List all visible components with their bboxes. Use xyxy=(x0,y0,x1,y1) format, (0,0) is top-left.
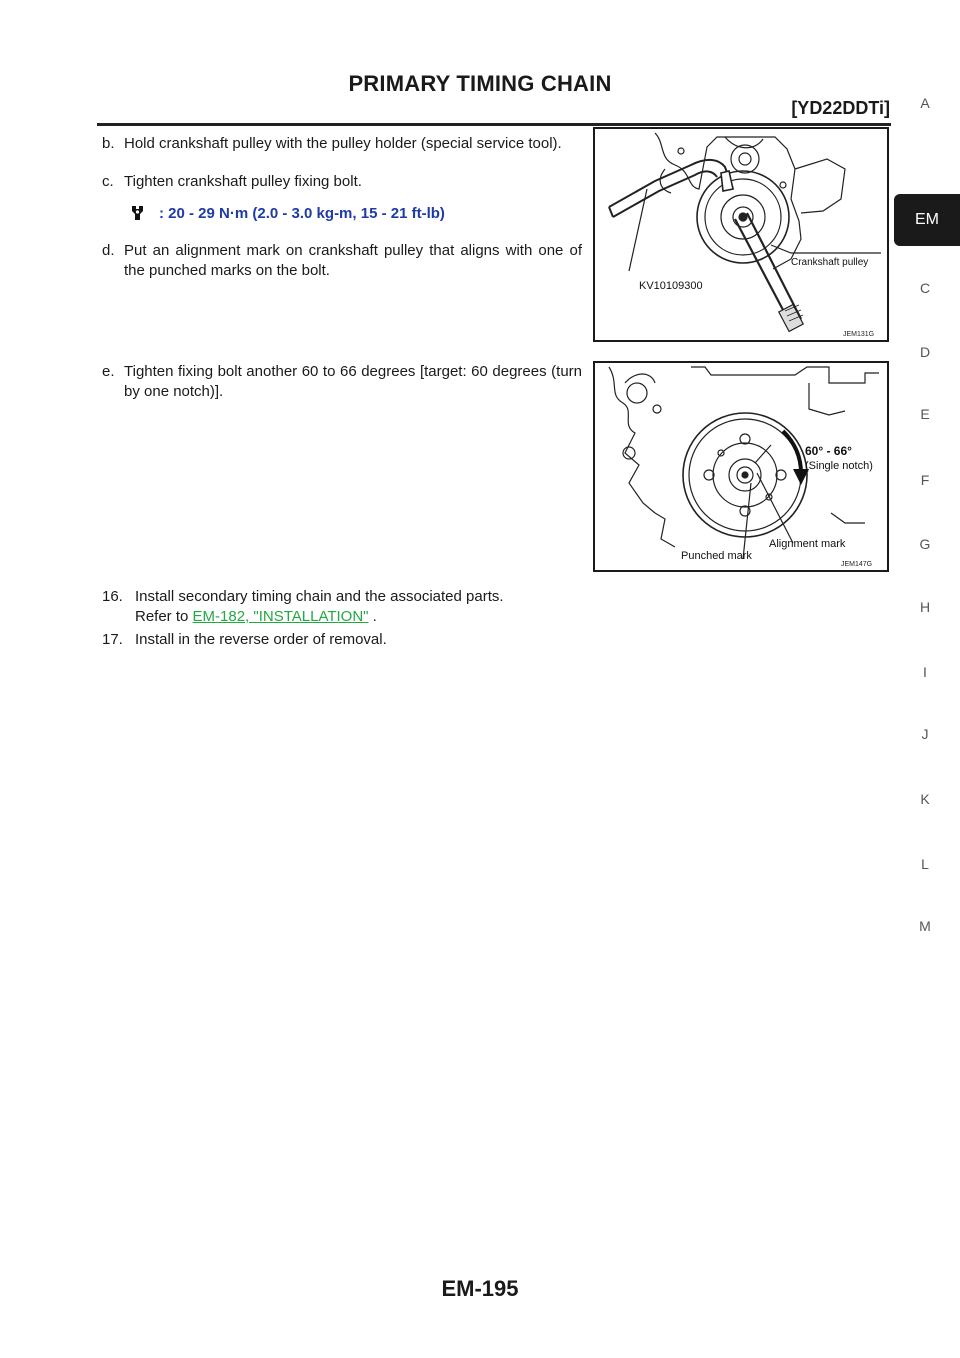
tool-number-label: KV10109300 xyxy=(639,280,703,292)
step-text xyxy=(102,587,582,627)
step-b xyxy=(102,134,582,154)
alignment-mark-label: Alignment mark xyxy=(769,538,846,550)
installation-reference-link[interactable]: EM-182, "INSTALLATION" xyxy=(192,608,369,625)
step-text: Put an alignment mark on crankshaft pulley that aligns with one of the punched marks on the bolt. xyxy=(124,242,582,279)
figure-pulley-holder xyxy=(593,127,889,342)
section-index-em[interactable]: EM xyxy=(894,194,960,246)
section-index-i[interactable]: I xyxy=(923,664,927,680)
step-16 xyxy=(102,587,582,627)
refer-suffix: . xyxy=(368,608,377,625)
step-text: Install in the reverse order of removal. xyxy=(135,631,387,648)
page-subtitle: [YD22DDTi] xyxy=(791,98,890,118)
section-index-g[interactable]: G xyxy=(919,536,931,552)
pulley-holder-illustration xyxy=(595,129,887,340)
section-index-j[interactable]: J xyxy=(921,726,929,742)
figure-code: JEM147G xyxy=(841,561,873,568)
notch-label: (Single notch) xyxy=(805,460,873,472)
page-number: EM-195 xyxy=(441,1276,519,1301)
step-number: d. xyxy=(102,242,115,259)
section-index-h[interactable]: H xyxy=(919,599,931,615)
step-number: 16. xyxy=(102,588,123,605)
step-d xyxy=(102,241,582,281)
step-number: b. xyxy=(102,135,115,152)
step-text: Tighten crankshaft pulley fixing bolt. xyxy=(124,173,362,190)
section-index-a[interactable]: A xyxy=(920,95,930,111)
angle-label: 60° - 66° xyxy=(805,444,852,458)
torque-spec xyxy=(127,201,445,225)
step-16-line1: Install secondary timing chain and the associated parts. xyxy=(135,588,504,605)
section-index-c[interactable]: C xyxy=(919,280,931,296)
step-number: 17. xyxy=(102,631,123,648)
section-index-f[interactable]: F xyxy=(920,472,930,488)
section-index-e[interactable]: E xyxy=(920,406,930,422)
step-c xyxy=(102,172,582,192)
step-number: c. xyxy=(102,173,114,190)
step-text: Tighten fixing bolt another 60 to 66 degrees [target: 60 degrees (turn by one notch)]. xyxy=(124,363,582,400)
section-index-k[interactable]: K xyxy=(920,791,930,807)
step-17 xyxy=(102,630,582,650)
step-number: e. xyxy=(102,363,115,380)
torque-wrench-icon xyxy=(127,202,149,224)
section-index-l[interactable]: L xyxy=(921,856,929,872)
figure-angle-tightening xyxy=(593,361,889,572)
header-rule xyxy=(97,123,891,126)
torque-value: : 20 - 29 N·m (2.0 - 3.0 kg-m, 15 - 21 ft-lb) xyxy=(159,204,445,222)
crankshaft-pulley-label: Crankshaft pulley xyxy=(791,257,869,268)
step-text: Hold crankshaft pulley with the pulley holder (special service tool). xyxy=(124,135,562,152)
step-e xyxy=(102,362,582,402)
section-index-d[interactable]: D xyxy=(919,344,931,360)
page-title: PRIMARY TIMING CHAIN xyxy=(348,71,612,96)
figure-code: JEM131G xyxy=(843,331,875,338)
angle-tightening-illustration xyxy=(595,363,887,570)
refer-prefix: Refer to xyxy=(135,608,193,625)
punched-mark-label: Punched mark xyxy=(681,550,752,562)
section-index-m[interactable]: M xyxy=(919,918,931,934)
